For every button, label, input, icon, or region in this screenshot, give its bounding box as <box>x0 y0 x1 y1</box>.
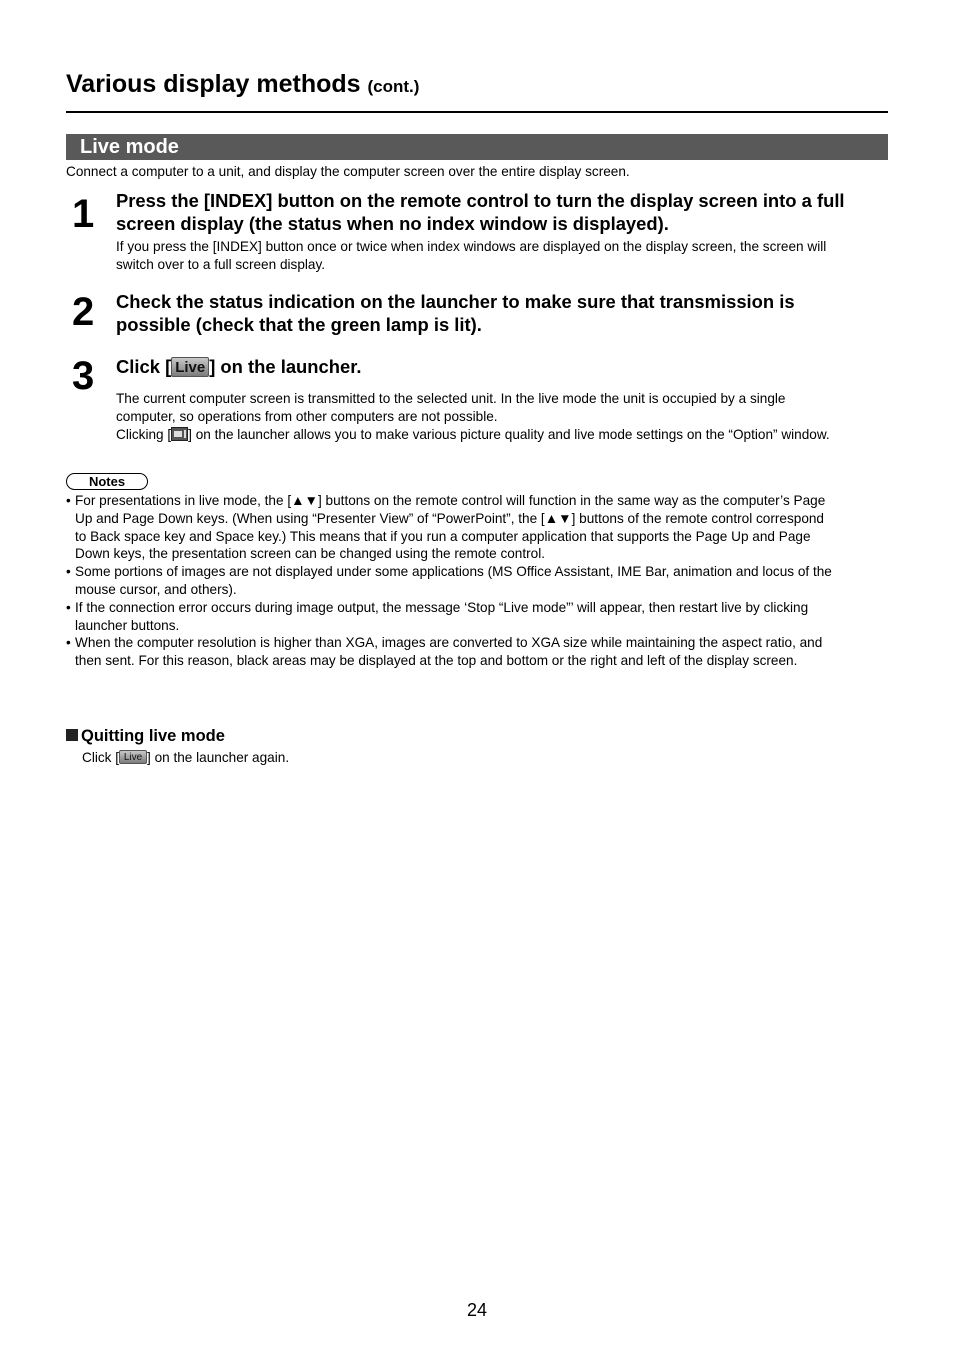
page-title-suffix: (cont.) <box>367 77 420 96</box>
section-heading-bar <box>66 134 888 160</box>
title-divider <box>66 111 888 113</box>
step-number-3: 3 <box>72 354 95 398</box>
step-3-body-prefix: Clicking [ <box>116 427 172 442</box>
section-title: Live mode <box>80 136 179 158</box>
quitting-body <box>82 749 289 766</box>
step-3-heading <box>116 355 892 378</box>
step-3-body-line: The current computer screen is transmitted to the selected unit. In the live mode the unit is occupied by a single <box>116 391 786 406</box>
note-item <box>66 634 888 670</box>
step-1-body-line: If you press the [INDEX] button once or twice when index windows are displayed on the display screen, the screen will <box>116 239 827 254</box>
quitting-prefix: Click [ <box>82 750 120 765</box>
step-2-heading <box>116 290 892 336</box>
page-number: 24 <box>466 1300 488 1320</box>
quitting-suffix: ] on the launcher again. <box>147 750 290 765</box>
notes-list <box>66 492 888 670</box>
quitting-heading <box>66 726 225 746</box>
note-line: mouse cursor, and others). <box>75 581 237 597</box>
note-line: launcher buttons. <box>75 617 180 633</box>
note-line: When the computer resolution is higher than XGA, images are converted to XGA size while maintaining the aspect ratio, and <box>75 635 823 651</box>
bullet-icon: • <box>66 599 71 615</box>
note-line: Up and Page Down keys. (When using “Presenter View” of “PowerPoint”, the [▲▼] buttons of the remote control correspond <box>75 510 824 526</box>
option-window-icon <box>171 427 188 441</box>
step-2-heading-line: Check the status indication on the launcher to make sure that transmission is <box>116 291 795 312</box>
step-3-heading-prefix: Click [ <box>116 356 172 377</box>
note-line: Down keys, the presentation screen can be changed using the remote control. <box>75 546 546 562</box>
note-line: to Back space key and Space key.) This means that if you run a computer application that supports the Page Up and Page <box>75 528 811 544</box>
step-3-body-line <box>116 426 892 444</box>
square-bullet-icon <box>66 729 78 741</box>
step-3-heading-suffix: ] on the launcher. <box>209 356 362 377</box>
step-number-2: 2 <box>72 290 95 334</box>
note-line: For presentations in live mode, the [▲▼] buttons on the remote control will function in the same way as the computer’s Page <box>75 493 826 508</box>
section-intro: Connect a computer to a unit, and display the computer screen over the entire display screen. <box>66 164 630 179</box>
step-1-body <box>116 238 892 274</box>
note-item <box>66 492 888 563</box>
step-1-body-line: switch over to a full screen display. <box>116 257 326 272</box>
bullet-icon: • <box>66 493 71 508</box>
bullet-icon: • <box>66 564 71 580</box>
note-item <box>66 563 888 599</box>
step-3-body-line: computer, so operations from other computers are not possible. <box>116 409 498 424</box>
note-line: If the connection error occurs during image output, the message ‘Stop “Live mode”’ will appear, then restart live by clicking <box>75 599 809 615</box>
step-1-heading <box>116 189 892 235</box>
page-title-text: Various display methods <box>66 70 361 98</box>
live-button-icon: Live <box>119 750 147 764</box>
quitting-title: Quitting live mode <box>81 727 225 745</box>
step-number-1: 1 <box>72 192 95 236</box>
page-title <box>66 68 888 103</box>
step-1-heading-line: Press the [INDEX] button on the remote control to turn the display screen into a full <box>116 190 845 211</box>
live-button-icon: Live <box>171 357 209 377</box>
note-line: then sent. For this reason, black areas may be displayed at the top and bottom or the right and left of the display screen. <box>75 653 798 669</box>
note-line: Some portions of images are not displayed under some applications (MS Office Assistant, IME Bar, animation and locus of the <box>75 564 832 580</box>
bullet-icon: • <box>66 635 71 651</box>
step-3-body-suffix: ] on the launcher allows you to make various picture quality and live mode settings on the “Option” window. <box>188 427 830 442</box>
step-2-heading-line: possible (check that the green lamp is lit). <box>116 314 482 335</box>
step-3-body <box>116 390 892 444</box>
note-item <box>66 599 888 635</box>
notes-badge: Notes <box>66 473 148 490</box>
step-1-heading-line: screen display (the status when no index window is displayed). <box>116 213 669 234</box>
